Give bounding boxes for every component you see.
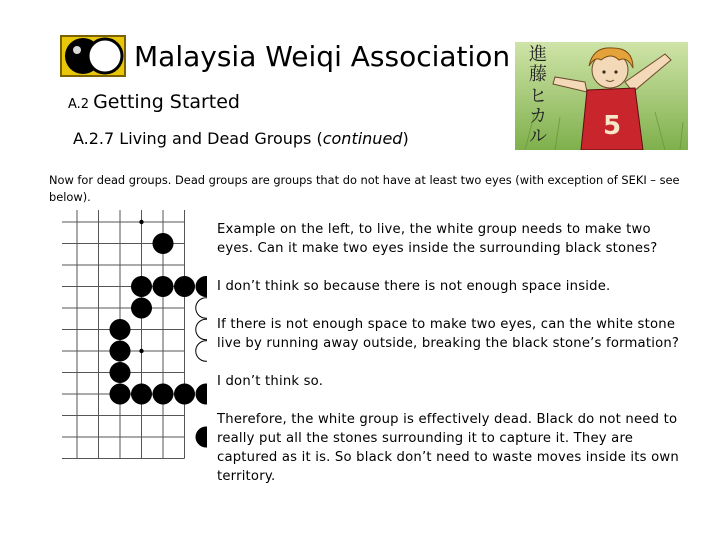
jersey-number: 5 [603,111,622,141]
white-stone [196,341,207,362]
intro-text: Now for dead groups. Dead groups are groups that do not have at least two eyes (with exception of SEKI – see below). [49,173,680,204]
white-stone [196,319,207,340]
black-stone [110,341,131,362]
section-title: Getting Started [93,91,240,113]
white-stone [196,298,207,319]
black-stone [131,384,152,405]
explanation-column [217,220,687,505]
black-stone [110,384,131,405]
manga-title-char: ル [529,126,547,147]
paragraph: If there is not enough space to make two eyes, can the white stone live by running away outside, breaking the black stone’s formation? [217,317,680,351]
black-stone [196,384,207,405]
black-stone [174,276,195,297]
black-stone [153,384,174,405]
star-point [139,220,143,224]
paragraph: Example on the left, to live, the white group needs to make two eyes. Can it make two eyes inside the surrounding black stones? [217,222,658,256]
manga-cover-image [515,42,688,150]
manga-title-char: 進 [529,44,547,65]
black-stone [174,384,195,405]
paragraph: I don’t think so. [217,374,324,389]
black-stone [131,276,152,297]
paragraph: Therefore, the white group is effectively dead. Black do not need to really put all the stones surrounding it to capture it. They are captured as it is. So black don’t need to waste moves inside its own territory. [217,412,679,484]
section-heading [68,90,240,117]
black-stone [153,276,174,297]
black-stone [196,276,207,297]
black-stone [110,362,131,383]
black-stone [131,298,152,319]
weiqi-logo-icon [60,35,126,77]
manga-title-char: カ [529,106,547,127]
subsection-suffix: ) [402,129,409,148]
black-stone [196,427,207,448]
subsection-heading [73,128,409,150]
black-stone [110,319,131,340]
section-number: A.2 [68,97,90,112]
star-point [139,349,143,353]
manga-title-char: ヒ [529,86,547,107]
go-board-diagram [62,210,207,470]
page-title: Malaysia Weiqi Association [134,40,511,73]
subsection-italic: continued [322,129,403,148]
paragraph: I don’t think so because there is not enough space inside. [217,279,611,294]
subsection-prefix: A.2.7 Living and Dead Groups ( [73,129,323,148]
manga-title-char: 藤 [529,64,547,85]
black-stone [153,233,174,254]
